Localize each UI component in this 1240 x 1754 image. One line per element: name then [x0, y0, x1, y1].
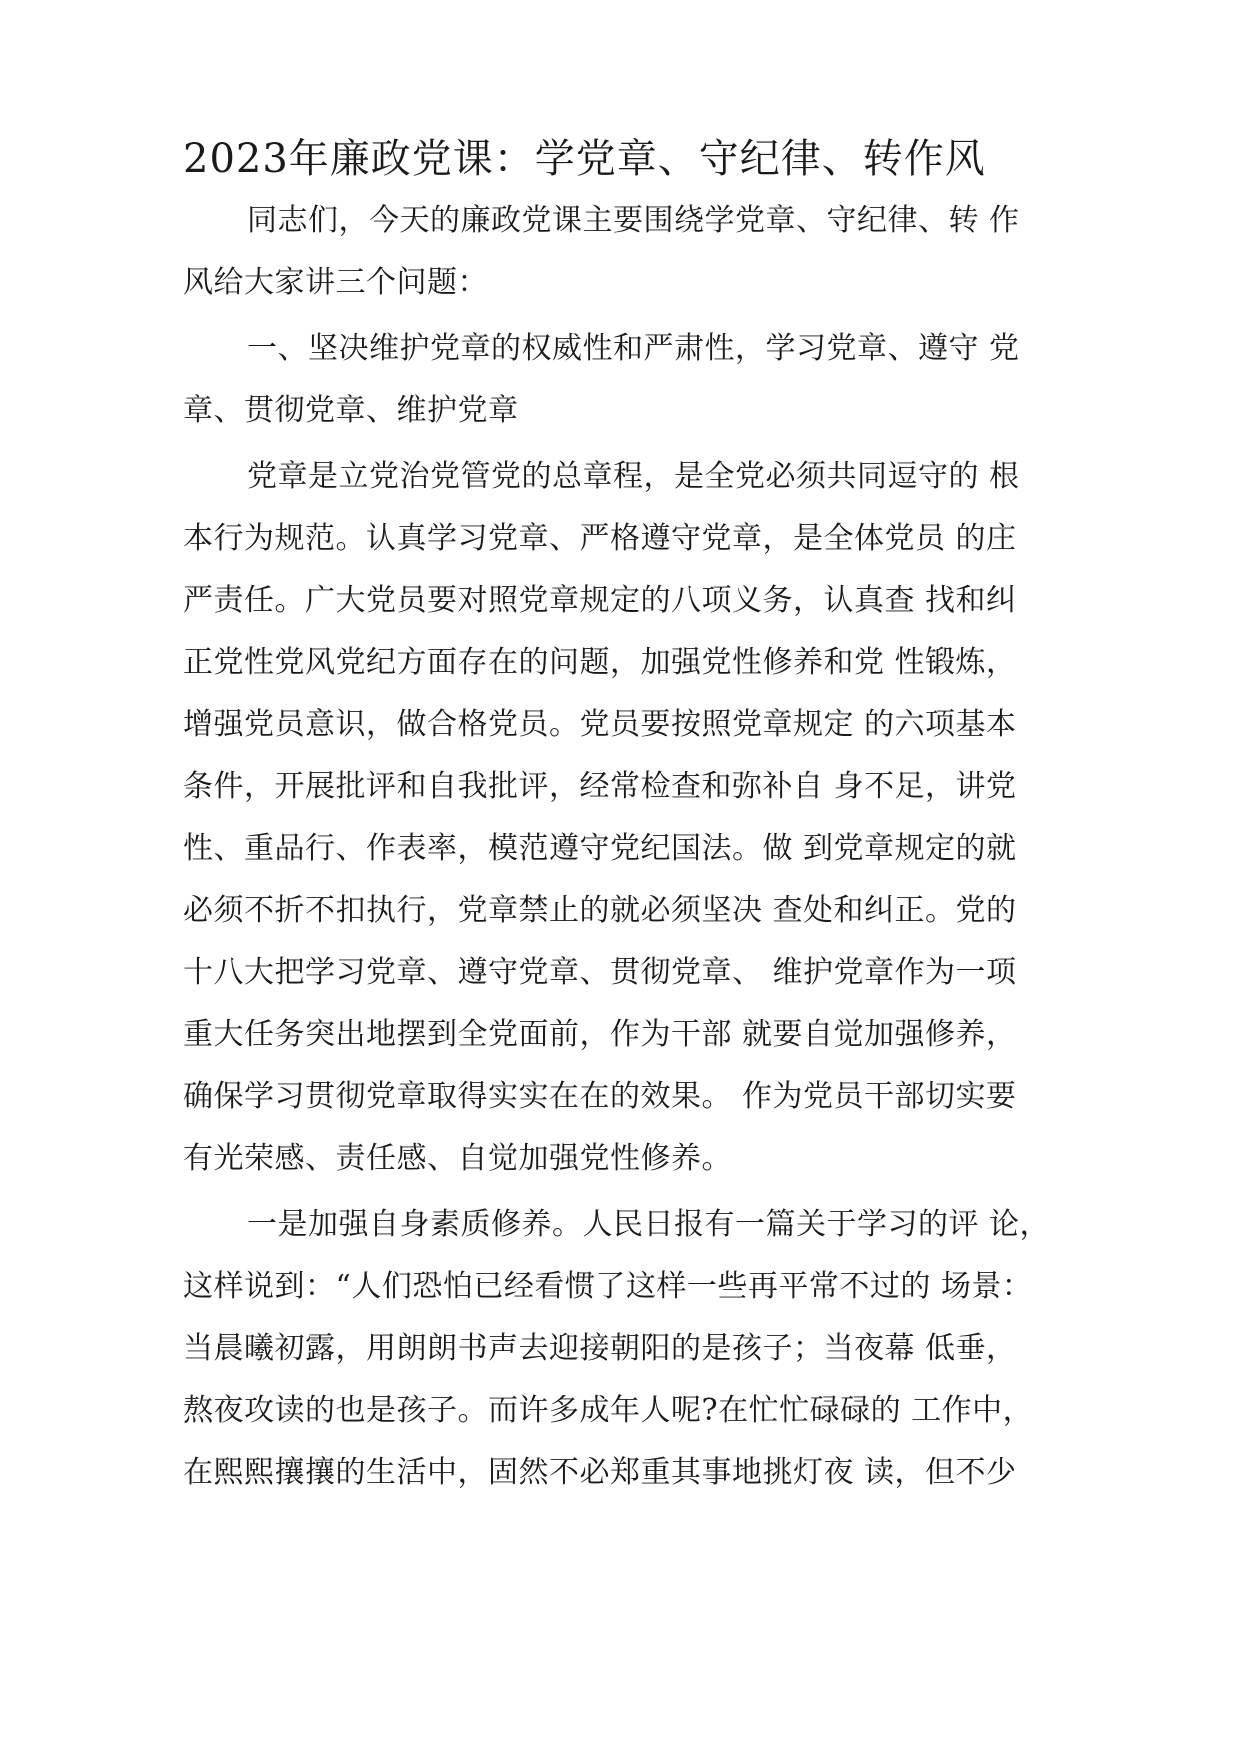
- text-line: 党章是立党治党管党的总章程，是全党必须共同逗守的 根: [247, 459, 1020, 494]
- text-line: 十八大把学习党章、遵守党章、贯彻党章、 维护党章作为一项: [183, 955, 1017, 990]
- text-line: 严责任。广大党员要对照党章规定的八项义务，认真查 找和纠: [183, 583, 1017, 618]
- document-title: 2023年廉政党课：学党章、守纪律、转作风: [183, 136, 986, 182]
- text-line: 正党性党风党纪方面存在的问题，加强党性修养和党 性锻炼，: [183, 645, 1017, 680]
- text-line: 章、贯彻党章、维护党章: [183, 393, 519, 428]
- text-line: 条件，开展批评和自我批评，经常检查和弥补自 身不足，讲党: [183, 769, 1017, 804]
- paragraph: [183, 318, 1063, 442]
- paragraph: [183, 190, 1063, 314]
- text-line: 必须不折不扣执行，党章禁止的就必须坚决 查处和纠正。党的: [183, 893, 1017, 928]
- text-line: 本行为规范。认真学习党章、严格遵守党章，是全体党员 的庄: [183, 521, 1017, 556]
- text-line: 在熙熙攘攘的生活中，固然不必郑重其事地挑灯夜 读，但不少: [183, 1455, 1017, 1490]
- text-line: 有光荣感、责任感、自觉加强党性修养。: [183, 1141, 732, 1176]
- text-line: 一、坚决维护党章的权威性和严肃性，学习党章、遵守 党: [247, 331, 1020, 366]
- text-line: 性、重品行、作表率，模范遵守党纪国法。做 到党章规定的就: [183, 831, 1017, 866]
- paragraph: [183, 1194, 1063, 1504]
- text-line: 熬夜攻读的也是孩子。而许多成年人呢?在忙忙碌碌的 工作中，: [183, 1393, 1034, 1428]
- text-line: 风给大家讲三个问题：: [183, 265, 488, 300]
- text-line: 增强党员意识，做合格党员。党员要按照党章规定 的六项基本: [183, 707, 1017, 742]
- document-body: [183, 190, 1063, 1504]
- text-line: 这样说到：“人们恐怕已经看惯了这样一些再平常不过的 场景：: [183, 1269, 1033, 1304]
- text-line: 同志们，今天的廉政党课主要围绕学党章、守纪律、转 作: [247, 203, 1020, 238]
- text-line: 一是加强自身素质修养。人民日报有一篇关于学习的评 论，: [247, 1207, 1051, 1242]
- text-line: 重大任务突出地摆到全党面前，作为干部 就要自觉加强修养，: [183, 1017, 1017, 1052]
- paragraph: [183, 446, 1063, 1190]
- text-line: 确保学习贯彻党章取得实实在在的效果。 作为党员干部切实要: [183, 1079, 1017, 1114]
- text-line: 当晨曦初露，用朗朗书声去迎接朝阳的是孩子；当夜幕 低垂，: [183, 1331, 1017, 1366]
